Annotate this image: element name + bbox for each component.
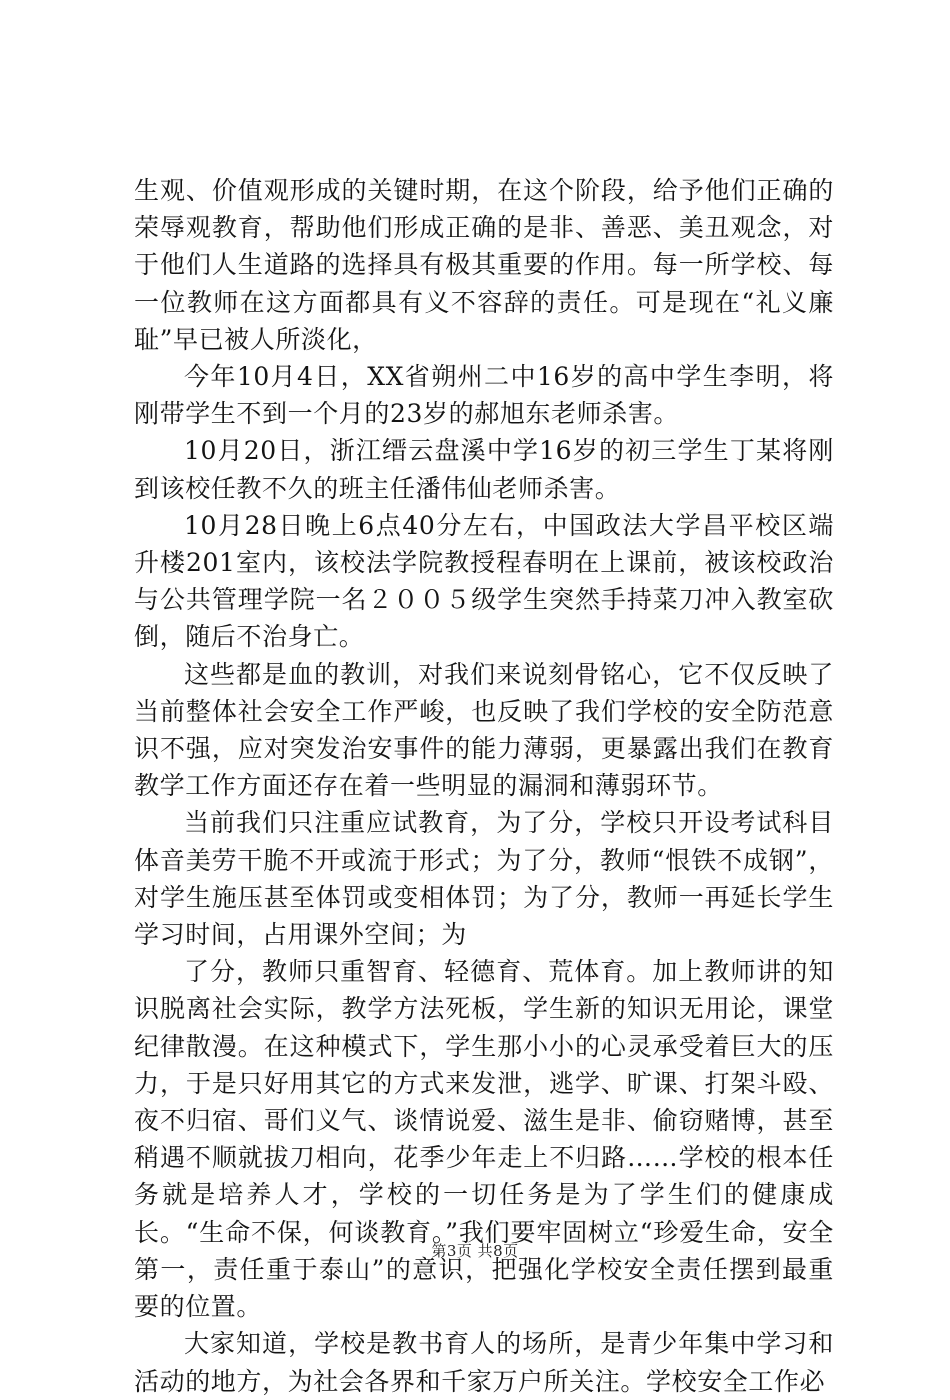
paragraph-5: 这些都是血的教训，对我们来说刻骨铭心，它不仅反映了当前整体社会安全工作严峻，也反映了我们学校的安全防范意识不强，应对突发治安事件的能力薄弱，更暴露出我们在教育教学工作方面还存在着一些明显的漏洞和薄弱环节。 — [134, 659, 834, 801]
document-body — [134, 172, 834, 1400]
page-footer — [0, 1240, 950, 1261]
paragraph-4: 10月28日晚上6点40分左右，中国政法大学昌平校区端升楼201室内，该校法学院教授程春明在上课前，被该校政治与公共管理学院一名２００５级学生突然手持菜刀冲入教室砍倒，随后不治身亡。 — [134, 510, 834, 652]
page-number-label: 第3页 共8页 — [431, 1242, 519, 1260]
paragraph-8: 大家知道，学校是教书育人的场所，是青少年集中学习和活动的地方，为社会各界和千家万户所关注。学校安全工作必 — [134, 1329, 834, 1396]
paragraph-1: 生观、价值观形成的关键时期，在这个阶段，给予他们正确的荣辱观教育，帮助他们形成正确的是非、善恶、美丑观念，对于他们人生道路的选择具有极其重要的作用。每一所学校、每一位教师在这方面都具有义不容辞的责任。可是现在“礼义廉耻”早已被人所淡化， — [134, 176, 834, 354]
paragraph-6: 当前我们只注重应试教育，为了分，学校只开设考试科目体音美劳干脆不开或流于形式；为了分，教师“恨铁不成钢”，对学生施压甚至体罚或变相体罚；为了分，教师一再延长学生学习时间，占用课外空间；为 — [134, 808, 834, 950]
paragraph-7: 了分，教师只重智育、轻德育、荒体育。加上教师讲的知识脱离社会实际，教学方法死板，学生新的知识无用论，课堂纪律散漫。在这种模式下，学生那小小的心灵承受着巨大的压力，于是只好用其它的方式来发泄，逃学、旷课、打架斗殴、夜不归宿、哥们义气、谈情说爱、滋生是非、偷窃赌博，甚至稍遇不顺就拔刀相向，花季少年走上不归路……学校的根本任务就是培养人才，学校的一切任务是为了学生们的健康成长。“生命不保，何谈教育。”我们要牢固树立“珍爱生命，安全第一，责任重于泰山”的意识，把强化学校安全责任摆到最重要的位置。 — [134, 957, 834, 1322]
paragraph-3: 10月20日，浙江缙云盘溪中学16岁的初三学生丁某将刚到该校任教不久的班主任潘伟仙老师杀害。 — [134, 436, 834, 503]
paragraph-2: 今年10月4日，XX省朔州二中16岁的高中学生李明，将刚带学生不到一个月的23岁的郝旭东老师杀害。 — [134, 362, 834, 429]
